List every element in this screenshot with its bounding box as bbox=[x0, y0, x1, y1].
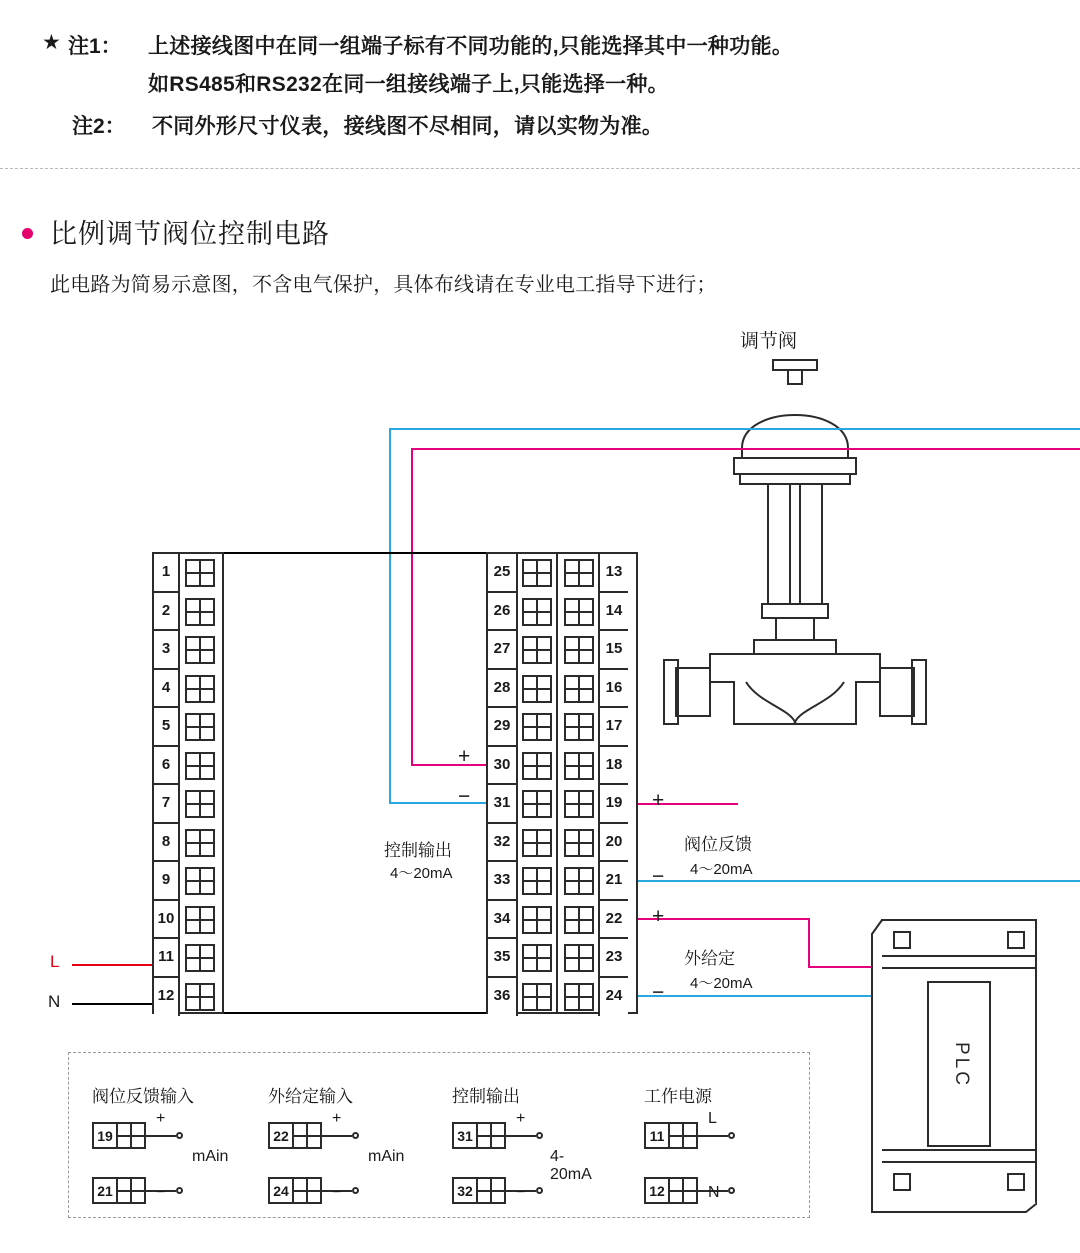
legend-title-4: 工作电源 bbox=[644, 1087, 712, 1106]
terminal-number: 28 bbox=[488, 670, 518, 709]
terminal-row bbox=[488, 631, 556, 670]
screw-icon bbox=[564, 752, 594, 780]
legend-terminals-4 bbox=[644, 1110, 735, 1214]
valve-feedback-title: 阀位反馈 bbox=[684, 835, 752, 854]
legend-terminals-2 bbox=[268, 1110, 405, 1214]
wire-black-bottom bbox=[224, 1012, 490, 1014]
control-valve-icon bbox=[650, 352, 950, 772]
terminal-dot-icon bbox=[536, 1132, 543, 1139]
legend-sign-minus-1: − bbox=[156, 1184, 166, 1201]
terminal-number: 29 bbox=[488, 708, 518, 747]
terminal-number: 11 bbox=[154, 939, 180, 978]
legend-row bbox=[644, 1122, 735, 1149]
legend-title-2: 外给定输入 bbox=[268, 1087, 353, 1106]
legend-terminal-number: 12 bbox=[644, 1177, 670, 1204]
legend-sign-plus-2: + bbox=[332, 1110, 342, 1127]
terminal-number: 26 bbox=[488, 593, 518, 632]
screw-icon bbox=[185, 636, 215, 664]
legend-row bbox=[268, 1122, 359, 1149]
legend-sign-minus-2: − bbox=[332, 1184, 342, 1201]
terminal-row bbox=[488, 901, 556, 940]
legend-unit-2: mAin bbox=[368, 1148, 405, 1165]
legend-sign-minus-3: − bbox=[516, 1184, 526, 1201]
valve-feedback-minus-sign: − bbox=[652, 865, 665, 888]
screw-icon bbox=[185, 944, 215, 972]
terminal-number: 15 bbox=[598, 631, 628, 670]
control-output-minus-sign: − bbox=[458, 785, 471, 808]
terminal-number: 20 bbox=[598, 824, 628, 863]
screw-icon bbox=[118, 1122, 146, 1149]
screw-icon bbox=[522, 713, 552, 741]
terminal-row bbox=[488, 708, 556, 747]
terminal-row bbox=[154, 901, 222, 940]
terminal-row bbox=[154, 554, 222, 593]
wire-black-top-1 bbox=[224, 552, 490, 554]
valve-feedback-plus-sign: + bbox=[652, 789, 665, 812]
legend-sign-N: N bbox=[708, 1184, 720, 1201]
note1-text-second-line: 如RS485和RS232在同一组接线端子上,只能选择一种。 bbox=[148, 73, 669, 96]
screw-icon bbox=[522, 752, 552, 780]
terminal-row bbox=[488, 785, 556, 824]
terminal-row bbox=[488, 554, 556, 593]
screw-icon bbox=[522, 559, 552, 587]
terminal-dot-icon bbox=[728, 1187, 735, 1194]
lead-line bbox=[506, 1135, 536, 1137]
note-star-icon: ★ bbox=[42, 31, 61, 54]
wire-magenta-vertical-left bbox=[411, 448, 413, 766]
terminal-row bbox=[154, 593, 222, 632]
screw-icon bbox=[564, 944, 594, 972]
screw-icon bbox=[564, 790, 594, 818]
screw-icon bbox=[118, 1177, 146, 1204]
screw-icon bbox=[522, 829, 552, 857]
legend-row bbox=[92, 1177, 183, 1204]
screw-icon bbox=[522, 598, 552, 626]
external-setpoint-range: 4～20mA bbox=[690, 975, 753, 992]
legend-sign-plus-1: + bbox=[156, 1110, 166, 1127]
legend-terminal-number: 21 bbox=[92, 1177, 118, 1204]
terminal-row bbox=[154, 939, 222, 978]
terminal-row bbox=[154, 747, 222, 786]
legend-sign-L: L bbox=[708, 1110, 717, 1127]
terminal-number: 10 bbox=[154, 901, 180, 940]
screw-icon bbox=[564, 906, 594, 934]
legend-sign-plus-3: + bbox=[516, 1110, 526, 1127]
terminal-row bbox=[558, 785, 636, 824]
valve-feedback-range: 4～20mA bbox=[690, 861, 753, 878]
middle-right-terminal-block bbox=[558, 552, 638, 1014]
middle-left-terminal-block bbox=[486, 552, 558, 1014]
screw-icon bbox=[185, 867, 215, 895]
legend-row bbox=[268, 1177, 359, 1204]
screw-icon bbox=[185, 713, 215, 741]
screw-icon bbox=[564, 983, 594, 1011]
terminal-row bbox=[558, 747, 636, 786]
screw-icon bbox=[522, 790, 552, 818]
screw-icon bbox=[522, 867, 552, 895]
screw-icon bbox=[670, 1177, 698, 1204]
terminal-row bbox=[558, 901, 636, 940]
control-output-range: 4～20mA bbox=[390, 865, 453, 882]
screw-icon bbox=[185, 752, 215, 780]
legend-title-1: 阀位反馈输入 bbox=[92, 1087, 194, 1106]
terminal-row bbox=[154, 978, 222, 1017]
terminal-number: 23 bbox=[598, 939, 628, 978]
wire-N-black bbox=[72, 1003, 154, 1005]
terminal-number: 12 bbox=[154, 978, 180, 1017]
terminal-row bbox=[558, 593, 636, 632]
terminal-row bbox=[154, 862, 222, 901]
screw-icon bbox=[564, 867, 594, 895]
terminal-row bbox=[154, 708, 222, 747]
legend-terminal-number: 22 bbox=[268, 1122, 294, 1149]
screw-icon bbox=[564, 636, 594, 664]
terminal-row bbox=[558, 978, 636, 1017]
wire-cyan-top bbox=[389, 428, 1080, 430]
legend-row bbox=[452, 1122, 543, 1149]
screw-icon bbox=[564, 675, 594, 703]
control-output-title: 控制输出 bbox=[384, 841, 452, 860]
terminal-row bbox=[558, 939, 636, 978]
terminal-row bbox=[488, 862, 556, 901]
screw-icon bbox=[185, 829, 215, 857]
terminal-row bbox=[154, 785, 222, 824]
terminal-number: 9 bbox=[154, 862, 180, 901]
terminal-row bbox=[558, 670, 636, 709]
screw-icon bbox=[564, 598, 594, 626]
wire-cyan-to-31 bbox=[389, 802, 491, 804]
terminal-number: 8 bbox=[154, 824, 180, 863]
terminal-number: 34 bbox=[488, 901, 518, 940]
screw-icon bbox=[564, 559, 594, 587]
legend-unit-1: mAin bbox=[192, 1148, 229, 1165]
control-output-plus-sign: + bbox=[458, 745, 471, 768]
terminal-number: 21 bbox=[598, 862, 628, 901]
terminal-dot-icon bbox=[352, 1187, 359, 1194]
screw-icon bbox=[185, 983, 215, 1011]
screw-icon bbox=[670, 1122, 698, 1149]
legend-row bbox=[92, 1122, 183, 1149]
screw-icon bbox=[522, 906, 552, 934]
terminal-row bbox=[488, 824, 556, 863]
screw-icon bbox=[478, 1122, 506, 1149]
terminal-number: 24 bbox=[598, 978, 628, 1017]
section-divider bbox=[0, 168, 1080, 169]
legend-title-3: 控制输出 bbox=[452, 1087, 520, 1106]
terminal-number: 7 bbox=[154, 785, 180, 824]
terminal-number: 13 bbox=[598, 554, 628, 593]
terminal-dot-icon bbox=[352, 1132, 359, 1139]
left-terminal-block bbox=[152, 552, 224, 1014]
legend-row bbox=[452, 1177, 543, 1204]
terminal-number: 30 bbox=[488, 747, 518, 786]
legend-terminal-number: 19 bbox=[92, 1122, 118, 1149]
terminal-number: 18 bbox=[598, 747, 628, 786]
terminal-number: 14 bbox=[598, 593, 628, 632]
external-setpoint-minus-sign: − bbox=[652, 981, 665, 1004]
screw-icon bbox=[185, 675, 215, 703]
terminal-number: 6 bbox=[154, 747, 180, 786]
wire-cyan-vertical-left bbox=[389, 428, 391, 804]
wire-L-red bbox=[72, 964, 154, 966]
legend-row bbox=[644, 1177, 735, 1204]
terminal-row bbox=[154, 824, 222, 863]
legend-terminal-number: 24 bbox=[268, 1177, 294, 1204]
screw-icon bbox=[522, 675, 552, 703]
section-subtitle: 此电路为简易示意图，不含电气保护，具体布线请在专业电工指导下进行； bbox=[50, 274, 717, 296]
terminal-number: 31 bbox=[488, 785, 518, 824]
terminal-number: 19 bbox=[598, 785, 628, 824]
terminal-row bbox=[558, 862, 636, 901]
legend-terminals-1 bbox=[92, 1110, 229, 1214]
screw-icon bbox=[478, 1177, 506, 1204]
terminal-number: 32 bbox=[488, 824, 518, 863]
plc-label: PLC bbox=[951, 1042, 972, 1088]
wire-setpoint-plus-v bbox=[808, 918, 810, 968]
section-bullet-icon bbox=[22, 228, 33, 239]
lead-line bbox=[322, 1135, 352, 1137]
screw-icon bbox=[522, 983, 552, 1011]
power-L-label: L bbox=[50, 952, 60, 971]
wire-magenta-top bbox=[411, 448, 1080, 450]
terminal-row bbox=[558, 631, 636, 670]
note1-text: 上述接线图中在同一组端子标有不同功能的,只能选择其中一种功能。 bbox=[148, 35, 794, 58]
legend-terminal-number: 11 bbox=[644, 1122, 670, 1149]
screw-icon bbox=[522, 944, 552, 972]
note2-text: 不同外形尺寸仪表，接线图不尽相同，请以实物为准。 bbox=[152, 115, 664, 138]
terminal-dot-icon bbox=[176, 1132, 183, 1139]
note1-label: 注1： bbox=[68, 35, 122, 58]
note2-label: 注2： bbox=[72, 115, 126, 138]
terminal-row bbox=[488, 747, 556, 786]
terminal-row bbox=[154, 670, 222, 709]
terminal-number: 17 bbox=[598, 708, 628, 747]
terminal-row bbox=[488, 670, 556, 709]
terminal-number: 36 bbox=[488, 978, 518, 1017]
power-N-label: N bbox=[48, 992, 61, 1011]
terminal-number: 27 bbox=[488, 631, 518, 670]
terminal-dot-icon bbox=[728, 1132, 735, 1139]
legend-terminals-3 bbox=[452, 1110, 592, 1214]
terminal-row bbox=[488, 939, 556, 978]
terminal-row bbox=[488, 978, 556, 1017]
legend-unit-3: 4-20mA bbox=[550, 1148, 592, 1183]
terminal-dot-icon bbox=[536, 1187, 543, 1194]
screw-icon bbox=[185, 559, 215, 587]
screw-icon bbox=[185, 598, 215, 626]
terminal-number: 35 bbox=[488, 939, 518, 978]
terminal-number: 33 bbox=[488, 862, 518, 901]
screw-icon bbox=[185, 790, 215, 818]
terminal-number: 25 bbox=[488, 554, 518, 593]
valve-label: 调节阀 bbox=[740, 331, 798, 352]
terminal-row bbox=[488, 593, 556, 632]
screw-icon bbox=[564, 829, 594, 857]
terminal-number: 4 bbox=[154, 670, 180, 709]
screw-icon bbox=[522, 636, 552, 664]
terminal-number: 22 bbox=[598, 901, 628, 940]
wire-feedback-minus bbox=[598, 880, 1080, 882]
terminal-row bbox=[558, 708, 636, 747]
legend-terminal-number: 31 bbox=[452, 1122, 478, 1149]
lead-line bbox=[146, 1135, 176, 1137]
terminal-row bbox=[154, 631, 222, 670]
screw-icon bbox=[185, 906, 215, 934]
page-title: 比例调节阀位控制电路 bbox=[50, 219, 330, 249]
terminal-row bbox=[558, 554, 636, 593]
terminal-number: 3 bbox=[154, 631, 180, 670]
screw-icon bbox=[294, 1177, 322, 1204]
wire-magenta-to-30 bbox=[411, 764, 491, 766]
lead-line bbox=[698, 1135, 728, 1137]
terminal-number: 1 bbox=[154, 554, 180, 593]
screw-icon bbox=[294, 1122, 322, 1149]
external-setpoint-title: 外给定 bbox=[684, 949, 735, 968]
external-setpoint-plus-sign: + bbox=[652, 905, 665, 928]
screw-icon bbox=[564, 713, 594, 741]
terminal-number: 16 bbox=[598, 670, 628, 709]
terminal-dot-icon bbox=[176, 1187, 183, 1194]
terminal-number: 2 bbox=[154, 593, 180, 632]
legend-terminal-number: 32 bbox=[452, 1177, 478, 1204]
terminal-number: 5 bbox=[154, 708, 180, 747]
terminal-row bbox=[558, 824, 636, 863]
